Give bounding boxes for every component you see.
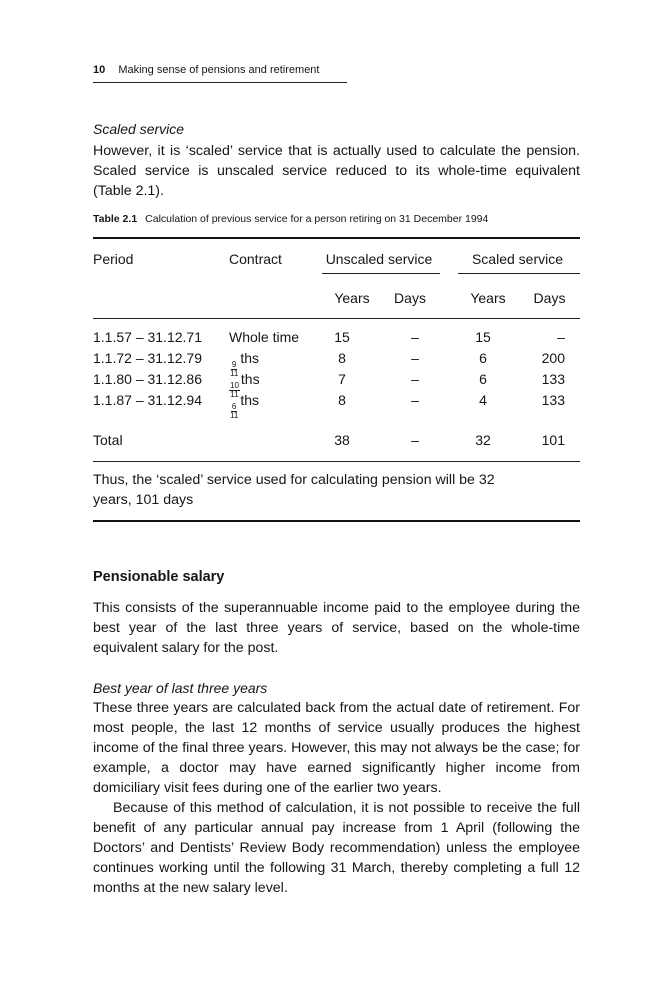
best-year-subheading: Best year of last three years xyxy=(93,680,268,696)
cell-contract: Whole time xyxy=(229,329,300,345)
contract-suffix: ths xyxy=(240,371,260,387)
header-unscaled-years: Years xyxy=(334,290,370,306)
fraction-numerator: 6 xyxy=(231,402,237,411)
scaled-service-subheading: Scaled service xyxy=(93,121,185,137)
header-bottom-rule xyxy=(93,318,580,319)
cell-unscaled-years: 15 xyxy=(334,329,350,345)
unscaled-subrule xyxy=(322,273,440,274)
cell-unscaled-years: 7 xyxy=(338,371,346,387)
header-scaled-years: Years xyxy=(470,290,506,306)
scaled-service-paragraph: However, it is ‘scaled’ service that is actually used to calculate the pension. Scaled service is unscaled service reduced to its whole-time equivalent (Table 2.1). xyxy=(93,143,580,199)
cell-scaled-years: 4 xyxy=(479,392,487,408)
contract-suffix: ths xyxy=(240,350,259,366)
header-contract: Contract xyxy=(229,251,282,267)
contract-suffix: ths xyxy=(240,392,259,408)
header-period: Period xyxy=(93,251,134,267)
fraction-numerator: 9 xyxy=(231,360,237,369)
cell-unscaled-days: – xyxy=(411,350,419,366)
calculation-paragraph: Because of this method of calculation, it is not possible to receive the full benefit of any particular annual pay increase from 1 April (following the Doctors’ and Dentists’ Review Body recommendation) unless the employee continues working until the following 31 March, thereby completing a full 12 months at the new salary level. xyxy=(93,800,580,896)
table-row xyxy=(0,350,662,378)
page-number: 10 xyxy=(93,64,106,76)
table-total-row xyxy=(0,432,662,452)
table-label: Table 2.1 xyxy=(93,213,138,225)
header-scaled-days: Days xyxy=(533,290,566,306)
best-year-paragraph: These three years are calculated back from the actual date of retirement. For most people, the last 12 months of service usually produces the highest income of the final three years. However, this may not always be the case; for example, a doctor may have earned significantly higher income from domiciliary visit fees during one of the earlier two years. xyxy=(93,700,580,796)
header-unscaled-service: Unscaled service xyxy=(325,251,433,267)
section-heading: Pensionable salary xyxy=(93,569,225,585)
fraction-numerator: 10 xyxy=(230,381,239,390)
table-top-rule xyxy=(93,237,580,239)
fraction-denominator: 11 xyxy=(230,390,239,399)
table-row xyxy=(0,329,662,349)
total-rule xyxy=(93,461,580,462)
cell-scaled-years: 32 xyxy=(475,432,491,448)
cell-scaled-days: 101 xyxy=(541,432,565,448)
contract-fraction xyxy=(229,403,239,420)
pensionable-salary-paragraph: This consists of the superannuable income paid to the employee during the best year of the last three years of service, based on the whole-time equivalent salary for the post. xyxy=(93,600,580,656)
cell-period: 1.1.72 – 31.12.79 xyxy=(93,350,202,366)
cell-unscaled-days: – xyxy=(411,329,419,345)
cell-scaled-years: 15 xyxy=(475,329,491,345)
fraction-denominator: 11 xyxy=(230,411,239,420)
cell-scaled-days: 200 xyxy=(541,350,565,366)
cell-unscaled-years: 38 xyxy=(334,432,350,448)
running-title: Making sense of pensions and retirement xyxy=(118,64,320,76)
cell-scaled-days: 133 xyxy=(541,392,565,408)
table-row xyxy=(0,371,662,399)
header-scaled-service: Scaled service xyxy=(471,251,564,267)
cell-period: 1.1.57 – 31.12.71 xyxy=(93,329,202,345)
scaled-subrule xyxy=(458,273,580,274)
cell-scaled-years: 6 xyxy=(479,371,487,387)
header-unscaled-days: Days xyxy=(394,290,426,306)
cell-unscaled-years: 8 xyxy=(338,392,346,408)
cell-unscaled-days: – xyxy=(411,432,419,448)
cell-scaled-days: 133 xyxy=(541,371,565,387)
cell-scaled-days: – xyxy=(557,329,565,345)
cell-total-label: Total xyxy=(93,432,123,448)
table-caption-text: Calculation of previous service for a person retiring on 31 December 1994 xyxy=(145,213,489,225)
cell-scaled-years: 6 xyxy=(479,350,487,366)
cell-unscaled-years: 8 xyxy=(338,350,346,366)
cell-period: 1.1.80 – 31.12.86 xyxy=(93,371,202,387)
cell-unscaled-days: – xyxy=(411,371,419,387)
cell-period: 1.1.87 – 31.12.94 xyxy=(93,392,202,408)
fraction-denominator: 11 xyxy=(230,369,239,378)
cell-contract xyxy=(229,392,259,420)
cell-unscaled-days: – xyxy=(411,392,419,408)
table-row xyxy=(0,392,662,420)
table-bottom-rule xyxy=(93,520,580,522)
table-note: Thus, the ‘scaled’ service used for calculating pension will be 32 years, 101 days xyxy=(93,472,495,508)
